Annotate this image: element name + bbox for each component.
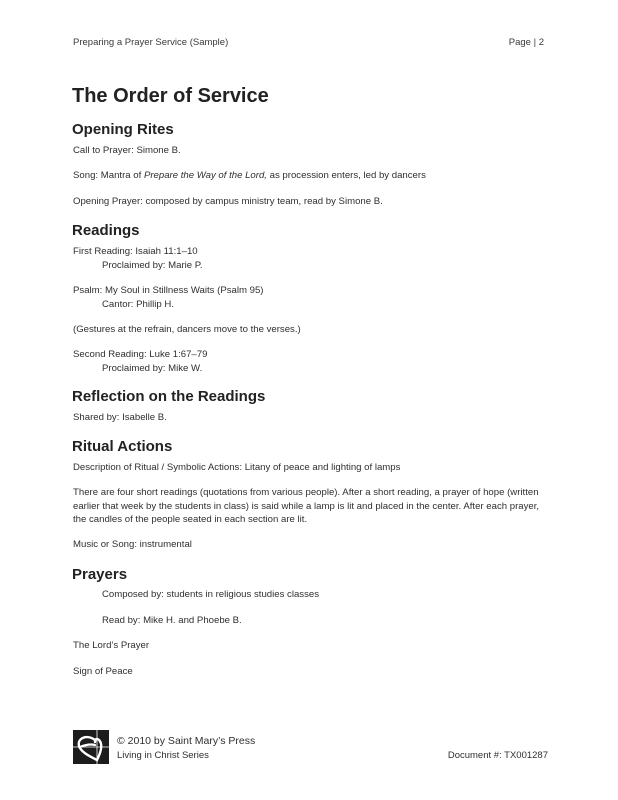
- cantor: Cantor: Phillip H.: [102, 299, 174, 310]
- prayers-composed-by: Composed by: students in religious studies classes: [102, 589, 320, 600]
- second-reading-proclaimer: Proclaimed by: Mike W.: [102, 363, 203, 374]
- psalm: Psalm: My Soul in Stillness Waits (Psalm 95): [73, 285, 264, 296]
- gestures-note: (Gestures at the refrain, dancers move to the verses.): [73, 324, 301, 335]
- prayers-read-by: Read by: Mike H. and Phoebe B.: [102, 615, 242, 626]
- heading-reflection: Reflection on the Readings: [72, 388, 266, 405]
- page-number: Page | 2: [508, 37, 544, 48]
- opening-prayer: Opening Prayer: composed by campus ministry team, read by Simone B.: [73, 196, 383, 207]
- ritual-music: Music or Song: instrumental: [73, 539, 192, 550]
- heading-readings: Readings: [72, 222, 140, 239]
- song-suffix: as procession enters, led by dancers: [266, 170, 426, 181]
- page-title: The Order of Service: [72, 85, 269, 107]
- song-line: [73, 169, 426, 182]
- reflection-shared-by: Shared by: Isabelle B.: [73, 412, 167, 423]
- song-title: Prepare the Way of the Lord,: [143, 170, 267, 181]
- lords-prayer: The Lord’s Prayer: [73, 640, 150, 651]
- sign-of-peace: Sign of Peace: [73, 666, 133, 677]
- ritual-description: Description of Ritual / Symbolic Actions: Litany of peace and lighting of lamps: [73, 462, 401, 473]
- first-reading-proclaimer: Proclaimed by: Marie P.: [102, 260, 203, 271]
- heading-opening-rites: Opening Rites: [72, 121, 174, 138]
- call-to-prayer: Call to Prayer: Simone B.: [73, 145, 181, 156]
- copyright: © 2010 by Saint Mary’s Press: [117, 735, 256, 747]
- song-prefix: Song: Mantra of: [73, 170, 144, 181]
- living-in-christ-logo-icon: [73, 730, 109, 764]
- second-reading: Second Reading: Luke 1:67–79: [73, 349, 208, 360]
- heading-ritual-actions: Ritual Actions: [72, 438, 173, 455]
- series-name: Living in Christ Series: [117, 750, 209, 761]
- first-reading: First Reading: Isaiah 11:1–10: [73, 246, 198, 257]
- ritual-details: There are four short readings (quotations from various people). After a short reading, a prayer of hope (written earlier that week by the students in class) is said while a lamp is lit and placed in the center. After each prayer, the candles of the people seated in each section are lit.: [73, 487, 540, 525]
- running-header-title: Preparing a Prayer Service (Sample): [73, 37, 229, 48]
- document-number: Document #: TX001287: [447, 750, 548, 761]
- heading-prayers: Prayers: [72, 566, 128, 583]
